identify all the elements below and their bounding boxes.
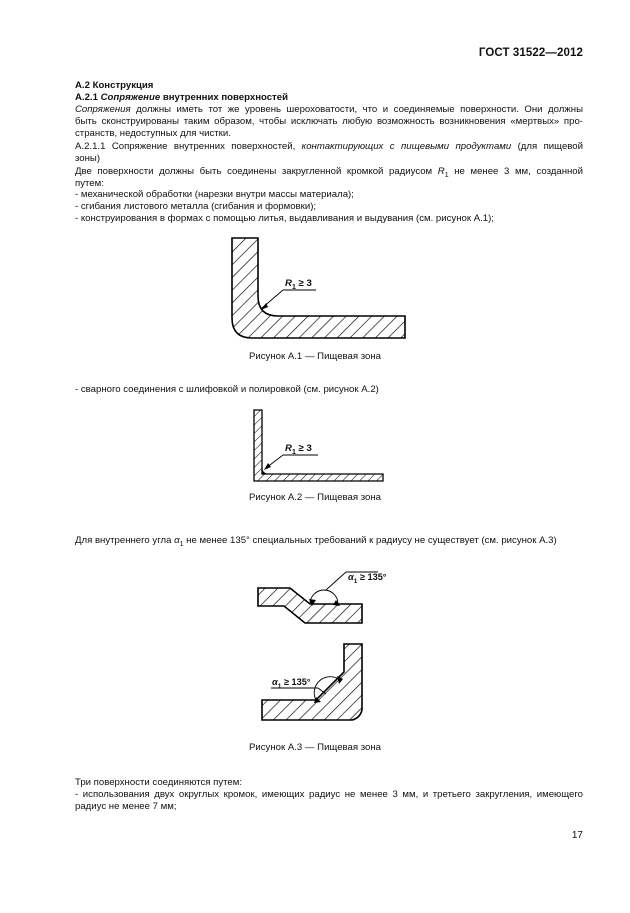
fig1-caption: Рисунок А.1 — Пищевая зона: [249, 351, 381, 362]
fig2-profile: [254, 410, 383, 481]
fig3-bottom-sub: 1: [277, 682, 282, 690]
p3-symbol: R: [437, 166, 445, 177]
paragraph-5-line-3: радиус не менее 7 мм;: [75, 801, 177, 812]
fig1-profile: [232, 238, 405, 338]
fig1-label-sub: 1: [291, 283, 296, 291]
p2-line-1-a: А.2.1.1 Сопряжение внутренних поверхностей,: [75, 141, 302, 152]
p4-a: Для внутреннего угла: [75, 535, 175, 546]
fig3-caption: Рисунок А.3 — Пищевая зона: [249, 742, 381, 753]
p2-italic: контактирующих с пищевыми продуктами: [301, 141, 512, 152]
subsection-italic: Сопряжение: [100, 92, 161, 103]
p4-sub: 1: [179, 540, 184, 548]
page-number: 17: [571, 830, 583, 841]
fig2-caption: Рисунок А.2 — Пищевая зона: [249, 492, 381, 503]
paragraph-3-line-2: путем:: [75, 178, 104, 189]
paragraph-2-line-2: зоны): [75, 153, 101, 164]
fig2-radius-label: [285, 443, 312, 459]
paragraph-4: [75, 535, 557, 551]
fig3-top-profile: [258, 588, 362, 623]
fig1-label-symbol: R: [285, 278, 292, 289]
fig3-top-sub: 1: [353, 577, 358, 585]
fig1-radius-label: [285, 278, 312, 294]
subsection-number: А.2.1: [75, 92, 101, 103]
section-title: А.2 Конструкция: [75, 80, 154, 91]
fig3-bottom-angle-label: [272, 676, 310, 693]
p2-line-1-b: (для пищевой: [511, 141, 583, 152]
fig3-top-rest: ≥ 135°: [357, 572, 387, 582]
list-item: - сгибания листового металла (сгибания и формовки);: [75, 201, 317, 212]
fig3-top-symbol: α: [348, 572, 354, 582]
p1-line-1-rest: должны иметь тот же уровень шероховатости, что и соединяемые поверхности. Они должны: [130, 104, 583, 115]
document-code: ГОСТ 31522—2012: [478, 47, 583, 59]
p3-line-1-a: Две поверхности должны быть соединены закругленной кромкой радиусом: [75, 166, 438, 177]
p4-b: не менее 135° специальных требований к радиусу не существует (см. рисунок А.3): [183, 535, 557, 546]
p3-line-1-b: не менее 3 мм, созданной: [448, 166, 583, 177]
fig3-bottom-symbol: α: [272, 677, 278, 687]
fig3-top-angle-label: [348, 571, 386, 588]
paragraph-5-line-2: - использования двух округлых кромок, имеющих радиус не менее 3 мм, и третьего закругления, имеющего: [75, 789, 583, 800]
p3-subscript: 1: [444, 171, 449, 179]
fig2-label-rest: ≥ 3: [295, 443, 312, 454]
paragraph-5-line-1: Три поверхности соединяются путем:: [75, 777, 243, 788]
list-item: - сварного соединения с шлифовкой и полировкой (см. рисунок А.2): [75, 384, 379, 395]
paragraph-1-line-3: странств, недоступных для чистки.: [75, 128, 231, 139]
list-item: - конструирования в формах с помощью литья, выдавливания и выдувания (см. рисунок А.1);: [75, 213, 494, 224]
p1-italic-word: Сопряжения: [75, 104, 131, 115]
fig2-label-symbol: R: [285, 443, 292, 454]
fig1-label-rest: ≥ 3: [295, 278, 312, 289]
fig3-bottom-rest: ≥ 135°: [281, 677, 311, 687]
fig2-label-sub: 1: [291, 448, 296, 456]
p4-symbol: α: [174, 535, 180, 546]
subsection-rest: внутренних поверхностей: [160, 92, 288, 103]
list-item: - механической обработки (нарезки внутри массы материала);: [75, 189, 354, 200]
paragraph-1-line-2: быть сконструированы таким образом, чтобы исключать любую возможность возникновения «мертвых» про-: [75, 116, 583, 127]
